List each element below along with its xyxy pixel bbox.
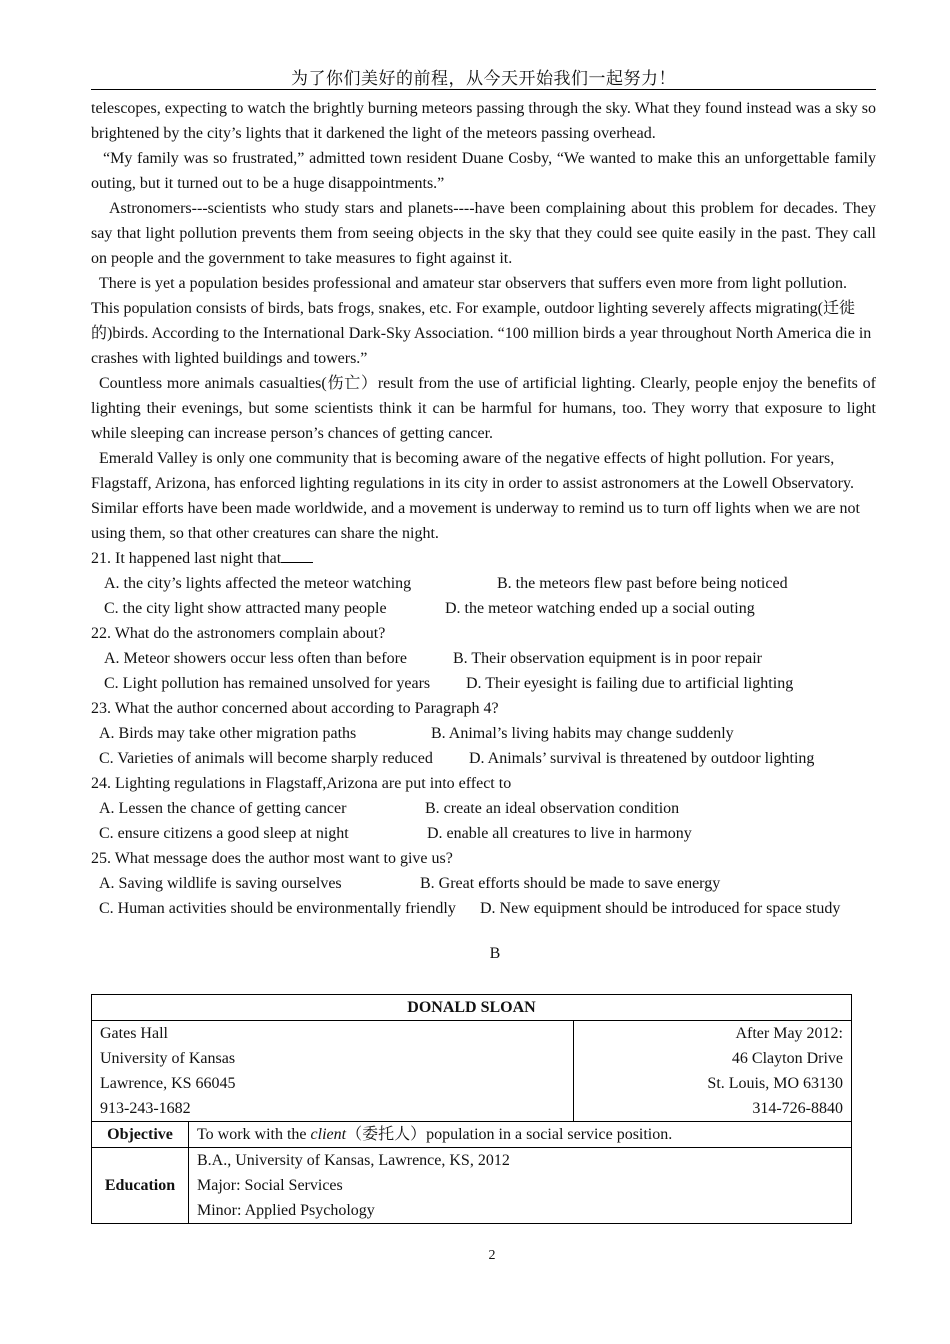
paragraph-4: There is yet a population besides professional and amateur star observers that suffers even more from light pollution. This population consists of birds, bats frogs, snakes, etc. For example, outdoor lighting severely affects migrating(迁徙的)birds. According to the International Dark-Sky Association. “100 million birds a year throughout North America die in crashes with lighted buildings and towers.” (91, 275, 872, 367)
option-c: C. the city light show attracted many people (104, 600, 387, 617)
option-c: C. Light pollution has remained unsolved for years (104, 675, 431, 692)
address-line: 46 Clayton Drive (731, 1050, 843, 1067)
question-24: 24. Lighting regulations in Flagstaff,Arizona are put into effect to (91, 775, 512, 792)
address-line: 314-726-8840 (752, 1100, 843, 1117)
address-line: Gates Hall (100, 1025, 168, 1042)
address-line: University of Kansas (100, 1050, 236, 1067)
education-line: Minor: Applied Psychology (197, 1202, 375, 1219)
paragraph-2: “My family was so frustrated,” admitted town resident Duane Cosby, “We wanted to make this an unforgettable family outing, but it turned out to be a huge disappointments.” (91, 150, 876, 192)
objective-text: To work with the client（委托人）population in a social service position. (189, 1122, 852, 1148)
passage-body (91, 96, 876, 921)
options-row (91, 746, 876, 771)
question-22: 22. What do the astronomers complain about? (91, 625, 386, 642)
options-row (91, 671, 876, 696)
question-25: 25. What message does the author most want to give us? (91, 850, 453, 867)
address-line: After May 2012: (735, 1025, 843, 1042)
paragraph-3: Astronomers---scientists who study stars and planets----have been complaining about this problem for decades. They say that light pollution prevents them from seeing objects in the sky that they could see quite easily in the past. They call on people and the government to take measures to fight against it. (91, 200, 876, 267)
options-row (91, 721, 876, 746)
option-a: A. Lessen the chance of getting cancer (99, 800, 347, 817)
paragraph-1: telescopes, expecting to watch the brightly burning meteors passing through the sky. What they found instead was a sky so brightened by the city’s lights that it darkened the light of the meteors passing overhead. (91, 100, 876, 142)
option-c: C. ensure citizens a good sleep at night (99, 825, 349, 842)
option-a: A. Meteor showers occur less often than before (104, 650, 408, 667)
resume-name: DONALD SLOAN (92, 995, 852, 1021)
options-row (91, 571, 876, 596)
education-line: B.A., University of Kansas, Lawrence, KS, 2012 (197, 1152, 510, 1169)
page-header: 为了你们美好的前程，从今天开始我们一起努力！ (291, 69, 676, 89)
header-rule (91, 89, 876, 90)
paragraph-6: Emerald Valley is only one community that is becoming aware of the negative effects of hight pollution. For years, Flagstaff, Arizona, has enforced lighting regulations in its city in order to assist astronomers at the Lowell Observatory. Similar efforts have been made worldwide, and a movement is underway to remind us to turn off lights when we are not using them, so that other creatures can share the night. (91, 450, 860, 542)
address-line: 913-243-1682 (100, 1100, 191, 1117)
objective-label: Objective (92, 1122, 189, 1148)
options-row (91, 871, 876, 896)
option-a: A. Birds may take other migration paths (99, 725, 357, 742)
option-b: B. create an ideal observation condition (425, 800, 680, 817)
option-a: A. the city’s lights affected the meteor watching (104, 575, 412, 592)
option-d: D. New equipment should be introduced for space study (480, 900, 841, 917)
option-d: D. Animals’ survival is threatened by outdoor lighting (469, 750, 815, 767)
option-b: B. Great efforts should be made to save energy (420, 875, 721, 892)
education-label: Education (92, 1148, 189, 1224)
question-21 (91, 546, 876, 571)
question-stem: 21. It happened last night that (91, 550, 282, 567)
education-details (189, 1148, 852, 1224)
address-line: Lawrence, KS 66045 (100, 1075, 236, 1092)
paragraph-5: Countless more animals casualties(伤亡）result from the use of artificial lighting. Clearly, people enjoy the benefits of lighting their evenings, but some scientists think it can be harmful for humans, too. They worry that exposure to light while sleeping can increase person’s chances of getting cancer. (91, 375, 876, 442)
resume-table (91, 994, 852, 1224)
question-23: 23. What the author concerned about according to Paragraph 4? (91, 700, 499, 717)
options-row (91, 646, 876, 671)
options-row (91, 596, 876, 621)
option-c: C. Varieties of animals will become sharply reduced (99, 750, 433, 767)
option-d: D. the meteor watching ended up a social outing (445, 600, 755, 617)
option-d: D. enable all creatures to live in harmony (427, 825, 692, 842)
answer-blank (281, 548, 313, 563)
right-address (573, 1021, 851, 1122)
page-number: 2 (488, 1248, 496, 1263)
option-a: A. Saving wildlife is saving ourselves (99, 875, 342, 892)
left-address (92, 1021, 574, 1122)
education-line: Major: Social Services (197, 1177, 343, 1194)
options-row (91, 896, 876, 921)
option-b: B. Animal’s living habits may change suddenly (431, 725, 734, 742)
options-row (91, 821, 876, 846)
option-b: B. Their observation equipment is in poor repair (453, 650, 762, 667)
option-c: C. Human activities should be environmentally friendly (99, 900, 456, 917)
option-b: B. the meteors flew past before being noticed (497, 575, 788, 592)
option-d: D. Their eyesight is failing due to artificial lighting (466, 675, 794, 692)
address-line: St. Louis, MO 63130 (707, 1075, 843, 1092)
section-letter: B (489, 945, 501, 962)
options-row (91, 796, 876, 821)
